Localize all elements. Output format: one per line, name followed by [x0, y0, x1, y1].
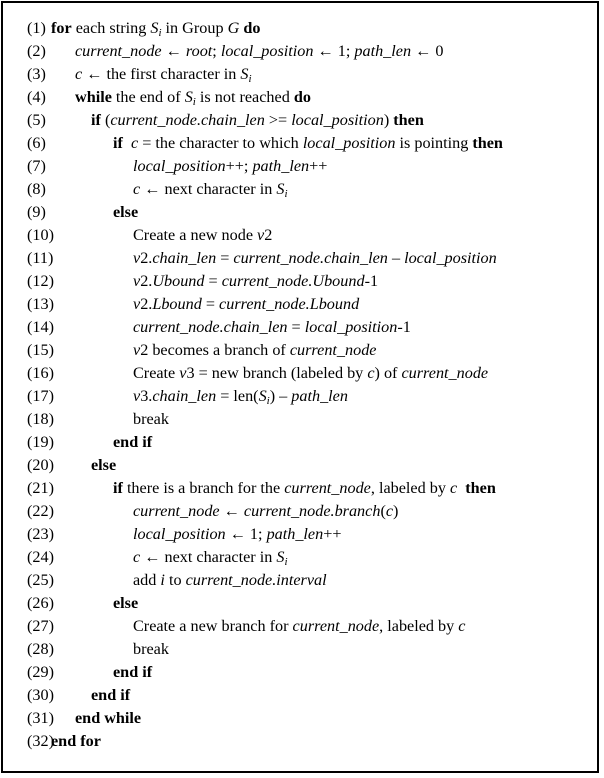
code-text: current_node: [289, 341, 377, 359]
code-text: =: [287, 318, 305, 336]
code-text: (: [100, 111, 111, 129]
code-text: =: [204, 272, 222, 290]
code-text: break: [133, 410, 169, 428]
line-number: (8): [27, 180, 46, 198]
line-number: (15): [27, 341, 54, 359]
algorithm-line: [27, 17, 597, 40]
algorithm-line: [27, 385, 597, 408]
code-text: , labeled by: [370, 479, 450, 497]
code-text: current_node.chain_len: [233, 249, 388, 267]
code-text: v: [133, 272, 141, 290]
code-text: current_node.interval: [185, 571, 327, 589]
line-code: [91, 109, 424, 132]
code-text: local_position: [291, 111, 384, 129]
keyword: end if: [113, 433, 153, 451]
keyword: end for: [51, 732, 101, 750]
line-code: [133, 270, 378, 293]
algorithm-line: [27, 178, 597, 201]
code-text: path_len: [354, 42, 412, 60]
line-code: [133, 638, 169, 661]
line-code: [113, 592, 138, 615]
line-number: (31): [27, 709, 54, 727]
code-text: 2.: [140, 272, 153, 290]
line-code: [113, 201, 138, 224]
subscript: i: [284, 188, 288, 200]
keyword: then: [465, 479, 496, 497]
code-text: S: [276, 548, 285, 566]
line-code: [113, 132, 503, 155]
keyword: else: [113, 594, 139, 612]
line-number: (9): [27, 203, 46, 221]
code-text: =: [216, 249, 234, 267]
line-code: [133, 362, 488, 385]
code-text: current_node.branch: [243, 502, 381, 520]
code-text: path_len: [252, 157, 310, 175]
code-text: ;: [212, 42, 221, 60]
line-code: [133, 523, 341, 546]
line-number: (20): [27, 456, 54, 474]
algorithm-line: [27, 592, 597, 615]
code-text: local_position: [304, 318, 398, 336]
code-text: chain_len: [152, 387, 217, 405]
subscript: i: [158, 27, 162, 39]
line-number: (6): [27, 134, 46, 152]
code-text: v: [133, 249, 141, 267]
code-text: ← next character in: [140, 180, 277, 198]
keyword: end while: [75, 709, 142, 727]
code-text: c: [130, 134, 139, 152]
line-number: (1): [27, 19, 46, 37]
algorithm-line: [27, 661, 597, 684]
code-text: = len(: [216, 387, 259, 405]
algorithm-line: [27, 707, 597, 730]
code-text: S: [150, 19, 159, 37]
line-number: (21): [27, 479, 54, 497]
keyword: if: [113, 134, 123, 152]
keyword: if: [113, 479, 123, 497]
code-text: c: [367, 364, 375, 382]
code-text: -1: [364, 272, 379, 290]
line-number: (10): [27, 226, 54, 244]
code-text: ←: [161, 42, 186, 60]
code-text: c: [75, 65, 83, 83]
code-text: Create a new branch for: [133, 617, 293, 635]
code-text: path_len: [291, 387, 348, 405]
code-text: S: [276, 180, 285, 198]
code-text: Ubound: [152, 272, 205, 290]
algorithm-line: [27, 109, 597, 132]
code-text: ← 1;: [313, 42, 355, 60]
code-text: i: [160, 571, 165, 589]
code-text: ) of: [374, 364, 402, 382]
code-text: local_position: [404, 249, 497, 267]
code-text: current_node.chain_len: [110, 111, 265, 129]
code-text: is not reached: [195, 88, 294, 106]
code-text: chain_len: [152, 249, 217, 267]
code-text: v: [133, 295, 141, 313]
algorithm-line: [27, 155, 597, 178]
code-text: ) –: [269, 387, 292, 405]
algorithm-line: [27, 86, 597, 109]
code-text: local_position: [133, 157, 226, 175]
line-number: (2): [27, 42, 46, 60]
algorithm-line: [27, 132, 597, 155]
line-code: [113, 431, 152, 454]
code-text: current_node.chain_len: [133, 318, 288, 336]
algorithm-line: [27, 454, 597, 477]
subscript: i: [284, 556, 288, 568]
code-text: current_node: [75, 42, 162, 60]
code-text: ): [383, 111, 394, 129]
keyword: while: [75, 88, 112, 106]
line-code: [91, 684, 130, 707]
line-number: (29): [27, 663, 54, 681]
line-number: (25): [27, 571, 54, 589]
code-text: local_position: [302, 134, 396, 152]
algorithm-line: [27, 523, 597, 546]
algorithm-line: [27, 638, 597, 661]
code-text: 2.: [140, 249, 153, 267]
line-number: (22): [27, 502, 54, 520]
algorithm-line: [27, 546, 597, 569]
code-text: –: [387, 249, 405, 267]
algorithm-line: [27, 684, 597, 707]
code-text: v: [133, 341, 141, 359]
line-code: [133, 224, 272, 247]
code-text: ← the first character in: [82, 65, 241, 83]
code-text: c: [450, 479, 458, 497]
code-text: 2.: [140, 295, 153, 313]
algorithm-line: [27, 339, 597, 362]
code-text: ++: [323, 525, 342, 543]
code-text: ←: [219, 502, 244, 520]
keyword: end if: [113, 663, 153, 681]
algorithm-line: [27, 569, 597, 592]
code-text: path_len: [266, 525, 324, 543]
code-text: ): [393, 502, 399, 520]
code-text: in Group: [161, 19, 228, 37]
algorithm-line: [27, 247, 597, 270]
line-code: [113, 477, 496, 500]
code-text: ← 1;: [225, 525, 267, 543]
code-text: -1: [397, 318, 411, 336]
algorithm-line: [27, 408, 597, 431]
code-text: 3.: [140, 387, 153, 405]
line-code: [133, 247, 497, 270]
subscript: i: [248, 73, 252, 85]
keyword: then: [393, 111, 424, 129]
code-text: ← next character in: [140, 548, 277, 566]
code-text: 2: [264, 226, 273, 244]
code-text: 3 = new branch (labeled by: [186, 364, 368, 382]
line-number: (11): [27, 249, 54, 267]
line-number: (4): [27, 88, 46, 106]
code-text: S: [258, 387, 267, 405]
code-text: each string: [71, 19, 151, 37]
code-text: v: [133, 387, 141, 405]
keyword: for: [51, 19, 72, 37]
line-code: [133, 408, 169, 431]
line-number: (23): [27, 525, 54, 543]
line-number: (19): [27, 433, 54, 451]
code-text: the end of: [111, 88, 185, 106]
line-code: [133, 316, 411, 339]
keyword: else: [91, 456, 117, 474]
algorithm-line: [27, 362, 597, 385]
line-number: (16): [27, 364, 54, 382]
subscript: i: [266, 395, 270, 407]
code-text: current_node: [292, 617, 380, 635]
code-text: current_node: [401, 364, 489, 382]
code-text: c: [458, 617, 466, 635]
code-text: ← 0: [411, 42, 444, 60]
algorithm-line: [27, 40, 597, 63]
algorithm-line: [27, 431, 597, 454]
line-number: (3): [27, 65, 46, 83]
code-text: v: [257, 226, 265, 244]
code-text: root: [185, 42, 213, 60]
line-number: (28): [27, 640, 54, 658]
algorithm-line: [27, 224, 597, 247]
algorithm-line: [27, 316, 597, 339]
code-text: S: [184, 88, 193, 106]
line-number: (27): [27, 617, 54, 635]
code-text: Create a new node: [133, 226, 258, 244]
code-text: local_position: [133, 525, 226, 543]
code-text: ++: [309, 157, 328, 175]
line-code: [133, 615, 465, 638]
code-text: break: [133, 640, 169, 658]
code-text: v: [179, 364, 187, 382]
algorithm-line: [27, 477, 597, 500]
line-number: (26): [27, 594, 54, 612]
line-number: (7): [27, 157, 46, 175]
keyword: do: [293, 88, 311, 106]
code-text: Lbound: [152, 295, 202, 313]
line-number: (30): [27, 686, 54, 704]
code-text: c: [133, 548, 141, 566]
code-text: S: [240, 65, 249, 83]
algorithm-listing: [27, 17, 597, 753]
code-text: Create: [133, 364, 180, 382]
code-text: there is a branch for the: [122, 479, 285, 497]
line-code: [133, 293, 359, 316]
line-number: (17): [27, 387, 54, 405]
line-code: [133, 500, 398, 523]
algorithm-box: [1, 1, 599, 773]
code-text: = the character to which: [138, 134, 303, 152]
line-number: (32): [27, 732, 54, 750]
keyword: then: [472, 134, 503, 152]
code-text: c: [133, 180, 141, 198]
code-text: >=: [264, 111, 292, 129]
code-text: 2 becomes a branch of: [140, 341, 290, 359]
code-text: ++;: [225, 157, 253, 175]
code-text: , labeled by: [379, 617, 459, 635]
line-code: [51, 730, 101, 753]
code-text: local_position: [220, 42, 314, 60]
algorithm-line: [27, 201, 597, 224]
keyword: else: [113, 203, 139, 221]
code-text: =: [201, 295, 220, 313]
code-text: to: [164, 571, 186, 589]
code-text: G: [227, 19, 240, 37]
code-text: current_node: [133, 502, 220, 520]
keyword: end if: [91, 686, 131, 704]
line-number: (12): [27, 272, 54, 290]
code-text: current_node.Ubound: [221, 272, 365, 290]
algorithm-line: [27, 730, 597, 753]
code-text: c: [385, 502, 394, 520]
line-code: [75, 707, 141, 730]
code-text: add: [133, 571, 161, 589]
keyword: do: [243, 19, 261, 37]
line-number: (14): [27, 318, 54, 336]
algorithm-line: [27, 63, 597, 86]
subscript: i: [192, 96, 196, 108]
code-text: (: [380, 502, 386, 520]
algorithm-line: [27, 293, 597, 316]
code-text: current_node.Lbound: [219, 295, 360, 313]
line-number: (13): [27, 295, 54, 313]
code-text: [123, 134, 131, 152]
keyword: if: [91, 111, 101, 129]
line-code: [75, 40, 443, 63]
code-text: is pointing: [395, 134, 473, 152]
line-code: [91, 454, 116, 477]
line-code: [133, 339, 376, 362]
line-number: (24): [27, 548, 54, 566]
line-number: (5): [27, 111, 46, 129]
algorithm-line: [27, 615, 597, 638]
algorithm-line: [27, 270, 597, 293]
algorithm-line: [27, 500, 597, 523]
line-code: [133, 569, 327, 592]
line-number: (18): [27, 410, 54, 428]
line-code: [113, 661, 152, 684]
line-code: [133, 155, 327, 178]
code-text: current_node: [284, 479, 371, 497]
